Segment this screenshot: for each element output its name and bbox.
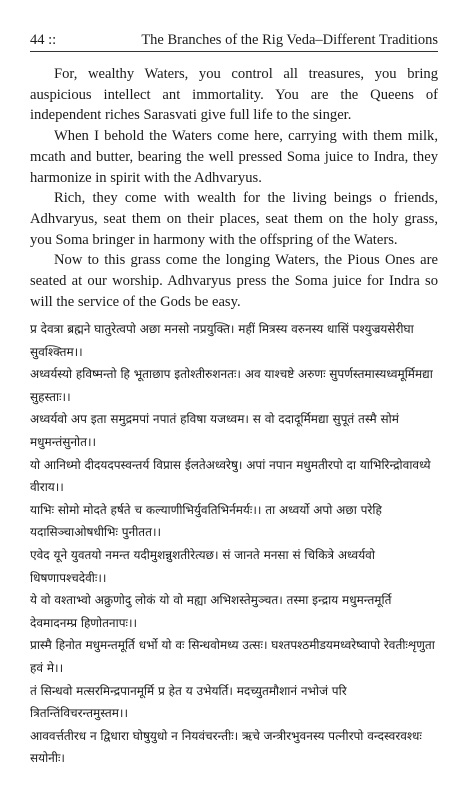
sanskrit-verse: यो आनिध्मो दीदयदपस्वन्तर्य विप्रास ईलतेअध्वरेषु। अपां नपान मधुमतीरपो दा याभिरिन्द्रोवावध्ये वीराय।। [30, 457, 431, 495]
english-paragraph: When I behold the Waters come here, carrying with them milk, mcath and butter, bearing the well pressed Soma juice to Indra, they harmonize in spirit with the Adhvaryus. [30, 128, 438, 186]
sanskrit-verse: अध्वर्यवो अप इता समुद्रमपां नपातं हविषा यजध्वम। स वो ददादूर्मिमद्या सुपूतं तस्मै सोमं मधुमन्तंसुनोत।। [30, 412, 399, 449]
english-translation [30, 64, 438, 312]
sanskrit-verse: प्रास्मै हिनोत मधुमन्तमूर्ति धर्भो यो वः सिन्धवोमध्य उत्सः। घश्तपश्ठमीडयमध्वरेष्वापो रेवतीःशृणुता हवं मे।। [30, 638, 435, 675]
sanskrit-verse: आववर्त्ततीरध न द्विधारा घोषुयुधो न नियवंचरन्तीः। ऋचे जन्त्रीरभुवनस्य पत्नीरपो वन्दस्वरवश्धः सयोनीः। [30, 728, 422, 766]
english-paragraph: Now to this grass come the longing Waters, the Pious Ones are seated at our worship. Adhvaryus press the Soma juice for Indra so will the service of the Gods be easy. [30, 252, 438, 310]
page-number: 44 :: [30, 32, 57, 48]
running-title: The Branches of the Rig Veda–Different Traditions [141, 32, 438, 48]
sanskrit-verse: याभिः सोमो मोदते हर्षते च कल्याणीभिर्युवतिभिर्नमर्यः।। ता अध्वर्यो अपो अछा परेहि यदासिञ्चाओषधीभिः पुनीतत।। [30, 502, 382, 540]
english-paragraph: For, wealthy Waters, you control all treasures, you bring auspicious intellect ant immortality. You are the Queens of independent riches Sarasvati give full life to the singer. [30, 66, 438, 124]
sanskrit-verse: अध्वर्यस्यो हविष्मन्तो हि भूताछाप इतोश्तीरुशनतः। अव याश्चष्टे अरुणः सुपर्णस्तमास्यध्वमूर्मिमद्या सुहस्ताः।। [30, 367, 433, 404]
sanskrit-verse: प्र देवत्रा ब्रह्मने घातुरेत्वपो अछा मनसो नप्रयुक्ति। महीं मित्रस्य वरुनस्य धासिं पश्युज्रयसेरीघा सुवश्क्तिम।। [30, 322, 414, 359]
english-paragraph: Rich, they come with wealth for the living beings o friends, Adhvaryus, seat them on their places, seat them on the holy grass, you Soma bringer in harmony with the offspring of the Waters. [30, 190, 438, 248]
sanskrit-verse: तं सिन्धवो मत्सरमिन्द्रपानमूर्मि प्र हेत य उभेयर्ति। मदच्युतमौशानं नभोजं परि त्रितन्तिंविचरन्तमुस्तम।। [30, 683, 347, 721]
running-header [30, 31, 438, 52]
sanskrit-verse: ये वो वश्ताभ्वो अक्रुणोदु लोकं यो वो मह्या अभिशस्तेमुञ्चत। तस्मा इन्द्राय मधुमन्तमूर्ति देवमादनम्प्र हिणोतनापः।। [30, 593, 392, 630]
sanskrit-verse: एवेद यूने युवतयो नमन्त यदीमुशन्नुशतीरेत्यछ। सं जानते मनसा सं चिकित्रे अध्वर्यवो धिषणापश्चदेवीः।। [30, 547, 375, 585]
sanskrit-verses [30, 318, 438, 770]
